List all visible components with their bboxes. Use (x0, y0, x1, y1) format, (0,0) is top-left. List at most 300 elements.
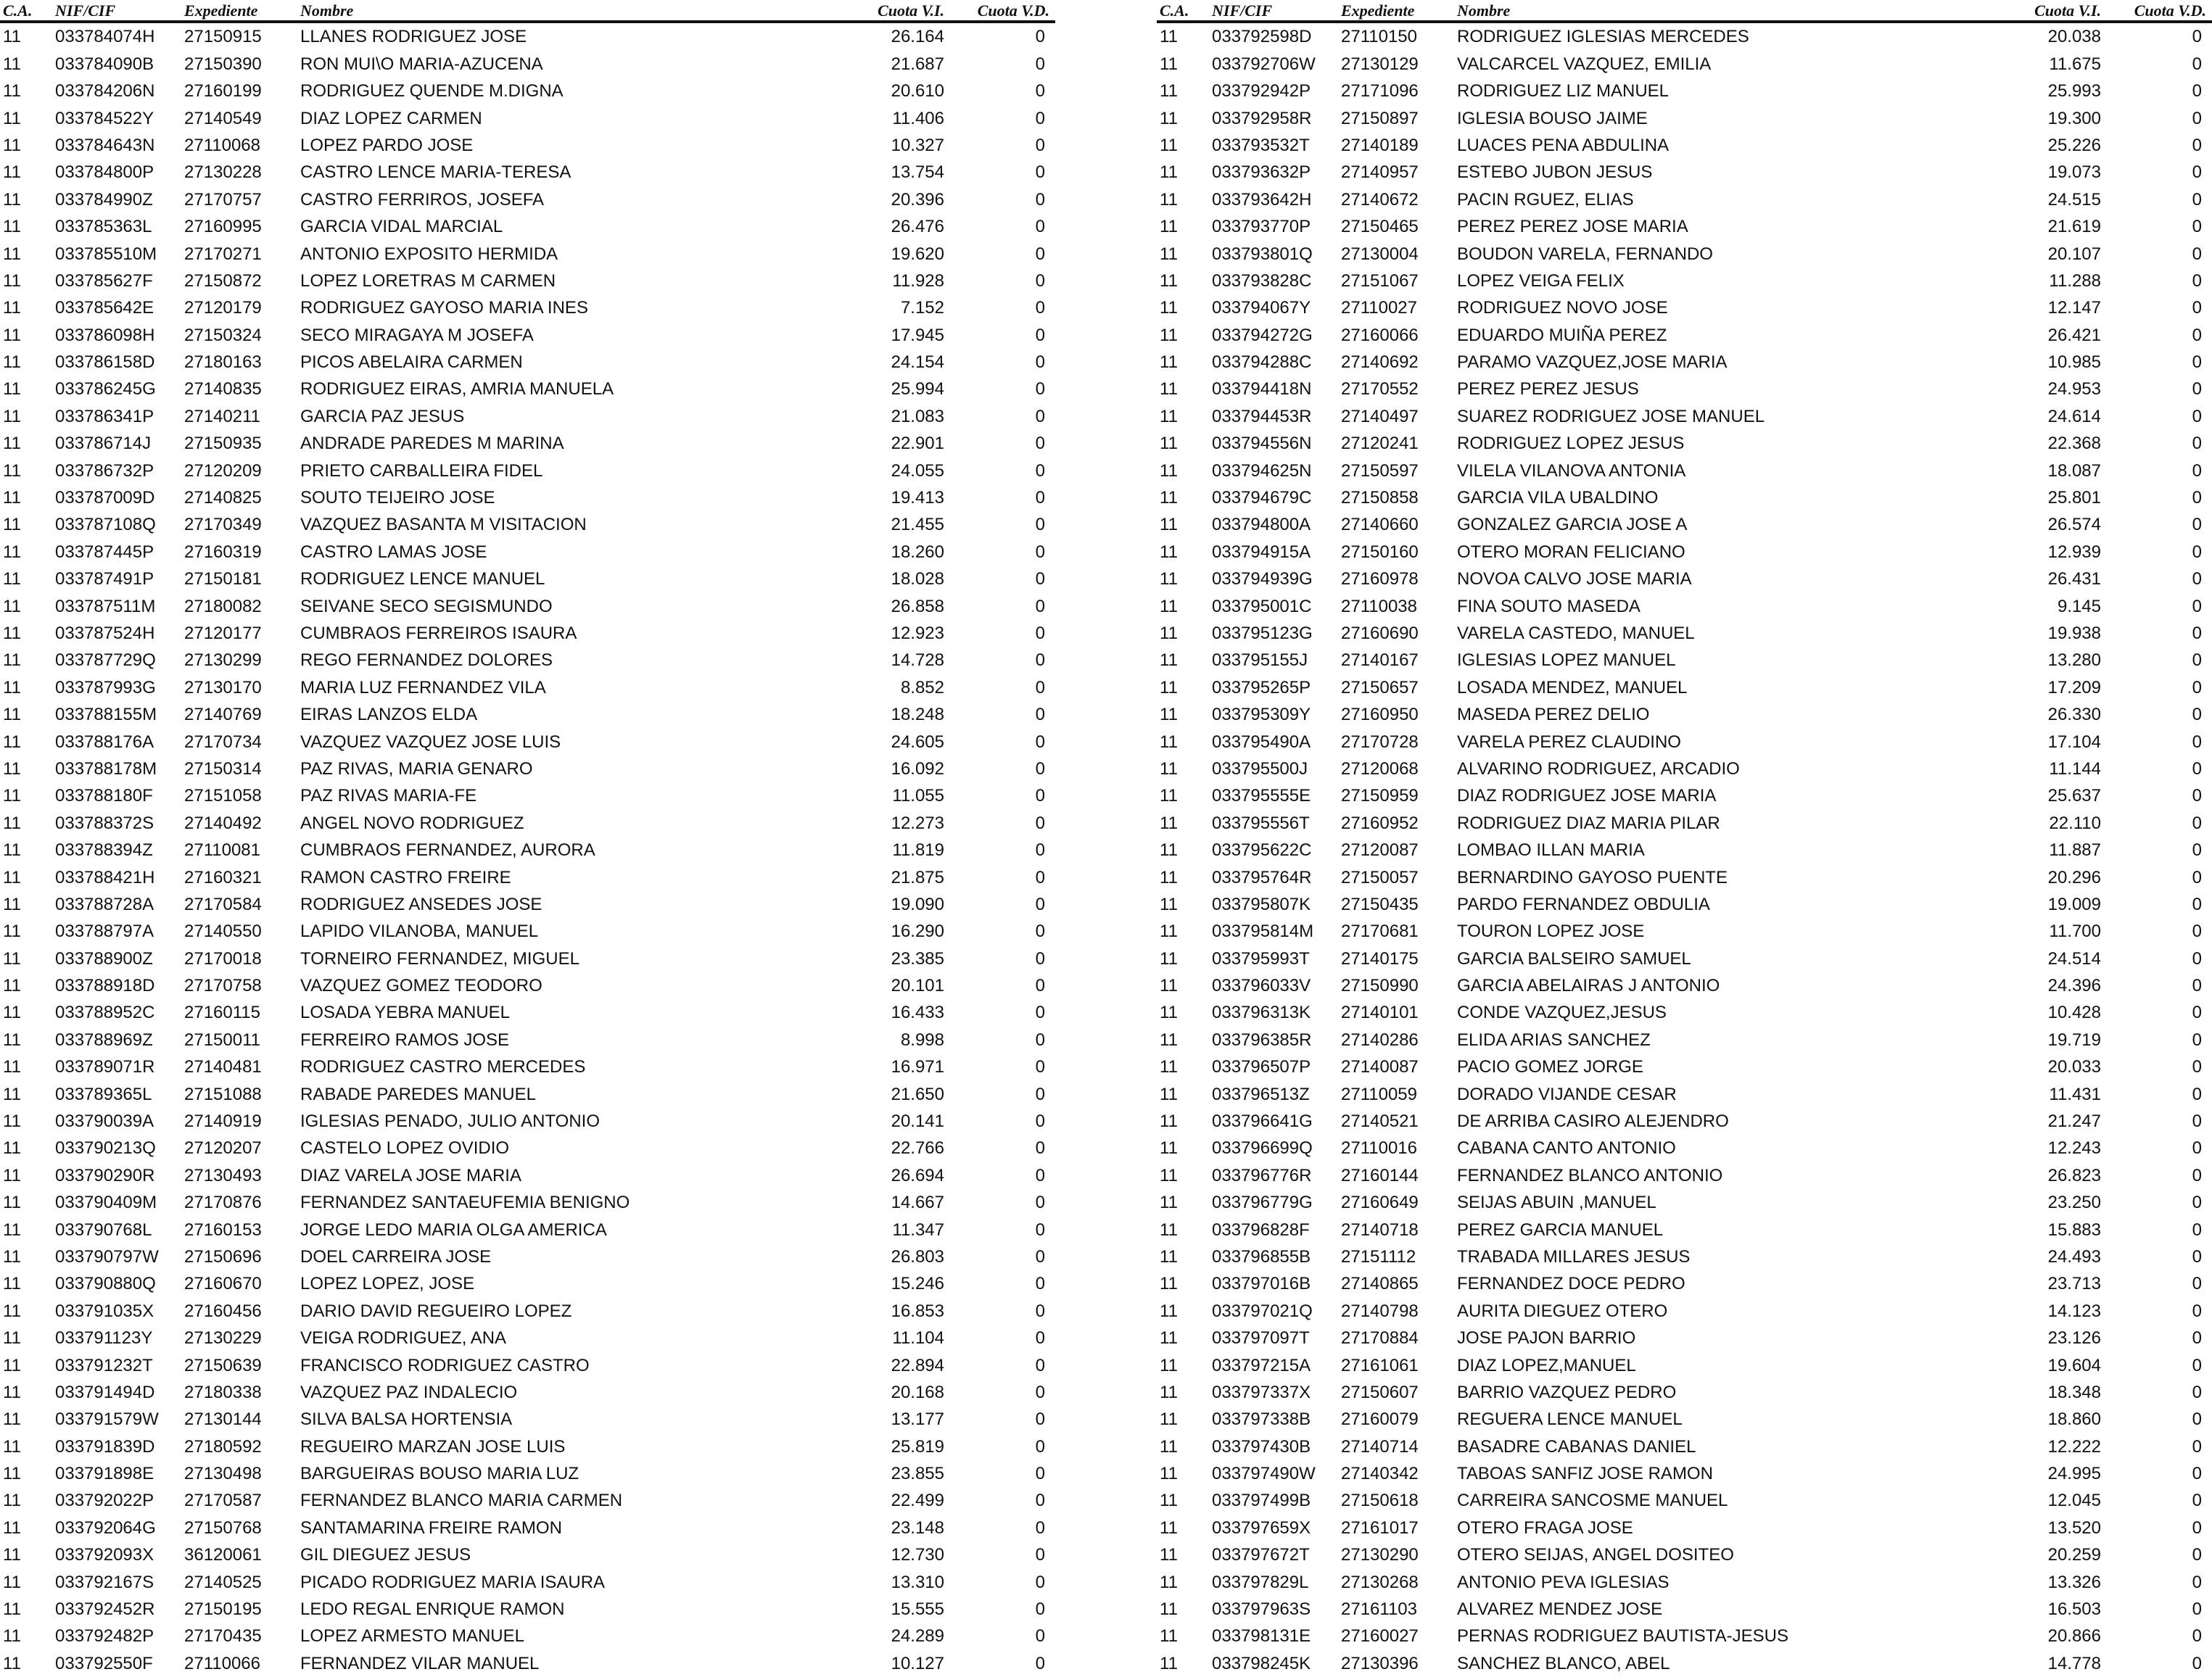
cell-expediente: 27151112 (1341, 1246, 1416, 1267)
cell-nombre: ANTONIO PEVA IGLESIAS (1457, 1572, 1670, 1592)
cell-expediente: 27170757 (184, 189, 262, 210)
cell-nif: 033785627F (55, 270, 153, 291)
cell-ca: 11 (3, 758, 21, 779)
cell-nif: 033790409M (55, 1193, 157, 1213)
cell-nombre: NOVOA CALVO JOSE MARIA (1457, 569, 1692, 589)
table-row (1157, 592, 2212, 619)
cell-cuota-vd: 0 (2192, 162, 2202, 183)
cell-nombre: IGLESIA BOUSO JAIME (1457, 108, 1648, 128)
cell-nombre: DORADO VIJANDE CESAR (1457, 1084, 1677, 1104)
cell-cuota-vi: 21.247 (2047, 1111, 2101, 1132)
cell-expediente: 27140492 (184, 813, 262, 833)
cell-cuota-vd: 0 (1035, 352, 1045, 373)
cell-cuota-vd: 0 (1035, 677, 1045, 697)
cell-nombre: TORNEIRO FERNANDEZ, MIGUEL (300, 948, 579, 969)
cell-nombre: CONDE VAZQUEZ,JESUS (1457, 1003, 1667, 1023)
cell-cuota-vd: 0 (2192, 623, 2202, 643)
cell-cuota-vd: 0 (2192, 976, 2202, 996)
cell-ca: 11 (3, 1220, 21, 1240)
cell-nombre: FERNANDEZ BLANCO ANTONIO (1457, 1165, 1723, 1185)
cell-cuota-vi: 14.778 (2047, 1653, 2101, 1673)
cell-ca: 11 (3, 406, 21, 426)
cell-cuota-vd: 0 (1035, 244, 1045, 264)
cell-ca: 11 (1160, 217, 1178, 237)
table-row (0, 1189, 1055, 1216)
cell-expediente: 27160153 (184, 1220, 262, 1240)
cell-cuota-vd: 0 (2192, 270, 2202, 291)
header-ca: C.A. (1157, 0, 1209, 22)
cell-cuota-vi: 21.619 (2047, 217, 2101, 237)
cell-nombre: CASTRO FERRIROS, JOSEFA (300, 189, 545, 210)
table-row (0, 186, 1055, 212)
cell-cuota-vd: 0 (2192, 1517, 2202, 1538)
table-row (0, 268, 1055, 294)
cell-nombre: DIAZ LOPEZ CARMEN (300, 108, 482, 128)
cell-ca: 11 (1160, 813, 1178, 833)
header-expediente: Expediente (1338, 0, 1454, 22)
cell-cuota-vd: 0 (1035, 705, 1045, 725)
cell-nombre: FERNANDEZ DOCE PEDRO (1457, 1274, 1685, 1294)
cell-expediente: 27140825 (184, 488, 262, 508)
cell-cuota-vd: 0 (2192, 1193, 2202, 1213)
cell-nif: 033792064G (55, 1517, 156, 1538)
table-row (1157, 511, 2212, 538)
cell-ca: 11 (3, 379, 21, 399)
cell-expediente: 27160690 (1341, 623, 1419, 643)
cell-nif: 033793532T (1212, 135, 1310, 155)
cell-nombre: LLANES RODRIGUEZ JOSE (300, 27, 527, 47)
cell-cuota-vi: 18.028 (891, 569, 944, 589)
cell-expediente: 27150639 (184, 1355, 262, 1375)
cell-ca: 11 (1160, 786, 1178, 806)
cell-expediente: 27170758 (184, 976, 262, 996)
cell-expediente: 27140550 (184, 922, 262, 942)
cell-nombre: LAPIDO VILANOBA, MANUEL (300, 922, 539, 942)
cell-nif: 033796033V (1212, 976, 1311, 996)
cell-ca: 11 (3, 27, 21, 47)
cell-ca: 11 (1160, 1572, 1178, 1592)
cell-nombre: FRANCISCO RODRIGUEZ CASTRO (300, 1355, 590, 1375)
cell-expediente: 27110059 (1341, 1084, 1417, 1104)
table-row (0, 1216, 1055, 1243)
cell-ca: 11 (1160, 867, 1178, 887)
cell-nombre: PICOS ABELAIRA CARMEN (300, 352, 523, 373)
cell-expediente: 27160995 (184, 217, 262, 237)
table-row (0, 864, 1055, 890)
cell-cuota-vi: 10.327 (891, 135, 944, 155)
cell-nombre: RABADE PAREDES MANUEL (300, 1084, 536, 1104)
cell-cuota-vd: 0 (2192, 406, 2202, 426)
table-row (0, 430, 1055, 457)
cell-cuota-vi: 25.994 (891, 379, 944, 399)
cell-nif: 033792598D (1212, 27, 1312, 47)
cell-cuota-vd: 0 (2192, 758, 2202, 779)
cell-cuota-vd: 0 (1035, 813, 1045, 833)
cell-nif: 033792942P (1212, 81, 1311, 102)
cell-cuota-vd: 0 (1035, 1057, 1045, 1077)
cell-cuota-vd: 0 (1035, 1165, 1045, 1185)
cell-cuota-vi: 7.152 (900, 298, 944, 318)
cell-cuota-vd: 0 (2192, 1246, 2202, 1267)
cell-expediente: 27180592 (184, 1436, 262, 1457)
cell-expediente: 27160144 (1341, 1165, 1419, 1185)
cell-nif: 033795993T (1212, 948, 1310, 969)
cell-cuota-vd: 0 (1035, 460, 1045, 481)
cell-ca: 11 (3, 542, 21, 562)
cell-nif: 033794939G (1212, 569, 1313, 589)
cell-cuota-vi: 20.033 (2047, 1057, 2101, 1077)
cell-nif: 033788372S (55, 813, 154, 833)
cell-expediente: 27140189 (1341, 135, 1419, 155)
cell-ca: 11 (3, 1382, 21, 1402)
cell-nombre: LOPEZ LOPEZ, JOSE (300, 1274, 475, 1294)
cell-expediente: 27140835 (184, 379, 262, 399)
cell-cuota-vi: 21.687 (891, 54, 944, 74)
table-row (0, 78, 1055, 104)
cell-cuota-vi: 24.953 (2047, 379, 2101, 399)
cell-nombre: LOPEZ VEIGA FELIX (1457, 270, 1625, 291)
cell-nif: 033784990Z (55, 189, 153, 210)
cell-nif: 033796313K (1212, 1003, 1311, 1023)
cell-cuota-vi: 16.433 (891, 1003, 944, 1023)
table-row (1157, 1596, 2212, 1623)
cell-ca: 11 (3, 894, 21, 914)
cell-nif: 033789071R (55, 1057, 155, 1077)
cell-cuota-vd: 0 (1035, 1382, 1045, 1402)
cell-ca: 11 (1160, 325, 1178, 345)
cell-ca: 11 (1160, 948, 1178, 969)
cell-nombre: MASEDA PEREZ DELIO (1457, 705, 1650, 725)
cell-ca: 11 (3, 1409, 21, 1430)
cell-ca: 11 (1160, 1464, 1178, 1484)
cell-nif: 033797829L (1212, 1572, 1309, 1592)
cell-cuota-vd: 0 (1035, 1545, 1045, 1565)
cell-nif: 033797097T (1212, 1328, 1310, 1349)
table-row (1157, 999, 2212, 1026)
cell-expediente: 27170876 (184, 1193, 262, 1213)
cell-cuota-vi: 21.455 (891, 515, 944, 535)
cell-cuota-vi: 24.055 (891, 460, 944, 481)
cell-cuota-vi: 23.385 (891, 948, 944, 969)
cell-nombre: RODRIGUEZ IGLESIAS MERCEDES (1457, 27, 1749, 47)
cell-nombre: CASTRO LENCE MARIA-TERESA (300, 162, 571, 183)
cell-expediente: 27180082 (184, 596, 262, 616)
cell-nif: 033789365L (55, 1084, 152, 1104)
cell-cuota-vi: 16.503 (2047, 1599, 2101, 1620)
cell-cuota-vd: 0 (1035, 1138, 1045, 1159)
table-row (1157, 566, 2212, 592)
cell-expediente: 27170584 (184, 894, 262, 914)
cell-nif: 033792452R (55, 1599, 155, 1620)
cell-cuota-vi: 20.101 (891, 976, 944, 996)
cell-ca: 11 (1160, 135, 1178, 155)
cell-nif: 033791839D (55, 1436, 155, 1457)
cell-nombre: JOSE PAJON BARRIO (1457, 1328, 1636, 1349)
cell-cuota-vi: 21.083 (891, 406, 944, 426)
table-header-row (0, 0, 1055, 22)
cell-cuota-vd: 0 (1035, 894, 1045, 914)
cell-cuota-vd: 0 (2192, 81, 2202, 102)
cell-cuota-vi: 11.700 (2049, 922, 2101, 942)
cell-cuota-vi: 26.431 (2047, 569, 2101, 589)
cell-expediente: 27130144 (184, 1409, 262, 1430)
cell-nif: 033795500J (1212, 758, 1308, 779)
table-row (0, 674, 1055, 700)
cell-nombre: TRABADA MILLARES JESUS (1457, 1246, 1691, 1267)
header-ca: C.A. (0, 0, 52, 22)
cell-expediente: 27180338 (184, 1382, 262, 1402)
cell-cuota-vd: 0 (1035, 135, 1045, 155)
cell-expediente: 27130129 (1341, 54, 1419, 74)
table-row (0, 701, 1055, 728)
cell-cuota-vi: 24.289 (891, 1626, 944, 1647)
table-row (0, 240, 1055, 267)
cell-ca: 11 (1160, 1517, 1178, 1538)
cell-nif: 033794679C (1212, 488, 1312, 508)
cell-expediente: 27110150 (1341, 27, 1417, 47)
cell-ca: 11 (3, 1301, 21, 1321)
cell-cuota-vd: 0 (1035, 1491, 1045, 1511)
cell-nif: 033793632P (1212, 162, 1311, 183)
cell-cuota-vd: 0 (1035, 976, 1045, 996)
table-row (1157, 1487, 2212, 1514)
cell-ca: 11 (1160, 406, 1178, 426)
header-nif: NIF/CIF (52, 0, 181, 22)
cell-nombre: GIL DIEGUEZ JESUS (300, 1545, 471, 1565)
cell-ca: 11 (1160, 650, 1178, 671)
table-row (1157, 1216, 2212, 1243)
cell-ca: 11 (1160, 1030, 1178, 1050)
cell-cuota-vd: 0 (1035, 1355, 1045, 1375)
cell-cuota-vd: 0 (1035, 162, 1045, 183)
cell-nif: 033792550F (55, 1653, 153, 1673)
cell-nif: 033792167S (55, 1572, 154, 1592)
table-row (0, 1379, 1055, 1406)
cell-ca: 11 (3, 162, 21, 183)
table-row (1157, 620, 2212, 647)
cell-nombre: VAZQUEZ PAZ INDALECIO (300, 1382, 518, 1402)
cell-cuota-vd: 0 (2192, 1274, 2202, 1294)
table-row (0, 1108, 1055, 1135)
table-row (0, 1162, 1055, 1188)
cell-expediente: 27140342 (1341, 1464, 1419, 1484)
cell-cuota-vi: 25.993 (2047, 81, 2101, 102)
cell-nombre: VAZQUEZ VAZQUEZ JOSE LUIS (300, 732, 561, 752)
cell-expediente: 27130268 (1341, 1572, 1419, 1592)
table-row (1157, 1108, 2212, 1135)
cell-expediente: 27170728 (1341, 732, 1419, 752)
cell-cuota-vi: 16.971 (891, 1057, 944, 1077)
cell-nombre: SANCHEZ BLANCO, ABEL (1457, 1653, 1670, 1673)
cell-expediente: 27130396 (1341, 1653, 1419, 1673)
cell-cuota-vi: 19.413 (891, 488, 944, 508)
cell-expediente: 27170349 (184, 515, 262, 535)
cell-cuota-vd: 0 (2192, 1626, 2202, 1647)
cell-expediente: 27170435 (184, 1626, 262, 1647)
cell-cuota-vd: 0 (1035, 542, 1045, 562)
table-row (0, 349, 1055, 376)
cell-cuota-vd: 0 (1035, 596, 1045, 616)
cell-expediente: 27150314 (184, 758, 262, 779)
cell-cuota-vd: 0 (1035, 270, 1045, 291)
left-record-table (0, 0, 1055, 1677)
cell-expediente: 27160978 (1341, 569, 1419, 589)
header-nombre: Nombre (297, 0, 820, 22)
cell-nombre: PARDO FERNANDEZ OBDULIA (1457, 894, 1710, 914)
table-row (1157, 1325, 2212, 1351)
cell-nif: 033795764R (1212, 867, 1312, 887)
cell-nombre: IGLESIAS LOPEZ MANUEL (1457, 650, 1676, 671)
cell-cuota-vi: 24.995 (2047, 1464, 2101, 1484)
table-row (1157, 755, 2212, 782)
cell-cuota-vi: 22.766 (891, 1138, 944, 1159)
cell-ca: 11 (1160, 1301, 1178, 1321)
table-row (1157, 1135, 2212, 1162)
cell-nombre: LOPEZ LORETRAS M CARMEN (300, 270, 556, 291)
cell-cuota-vd: 0 (2192, 1301, 2202, 1321)
cell-nif: 033796699Q (1212, 1138, 1313, 1159)
cell-cuota-vd: 0 (2192, 1409, 2202, 1430)
cell-cuota-vi: 11.055 (892, 786, 944, 806)
table-row (1157, 50, 2212, 77)
cell-nif: 033786245G (55, 379, 156, 399)
cell-cuota-vd: 0 (2192, 813, 2202, 833)
cell-nif: 033792706W (1212, 54, 1316, 74)
cell-expediente: 27150915 (184, 27, 262, 47)
cell-ca: 11 (1160, 976, 1178, 996)
cell-expediente: 27150872 (184, 270, 262, 291)
table-row (0, 918, 1055, 945)
cell-ca: 11 (3, 189, 21, 210)
cell-nombre: DARIO DAVID REGUEIRO LOPEZ (300, 1301, 572, 1321)
cell-nombre: RAMON CASTRO FREIRE (300, 867, 511, 887)
cell-cuota-vi: 11.928 (892, 270, 944, 291)
cell-cuota-vi: 15.555 (891, 1599, 944, 1620)
cell-nif: 033787108Q (55, 515, 156, 535)
table-row (0, 294, 1055, 321)
cell-ca: 11 (3, 352, 21, 373)
cell-nif: 033795556T (1212, 813, 1310, 833)
cell-cuota-vi: 10.127 (891, 1653, 944, 1673)
cell-nombre: AURITA DIEGUEZ OTERO (1457, 1301, 1668, 1321)
cell-cuota-vi: 20.107 (2047, 244, 2101, 264)
cell-nif: 033790290R (55, 1165, 155, 1185)
cell-nif: 033784074H (55, 27, 155, 47)
cell-nif: 033798245K (1212, 1653, 1311, 1673)
cell-cuota-vd: 0 (1035, 1517, 1045, 1538)
cell-nif: 033792482P (55, 1626, 154, 1647)
cell-cuota-vi: 20.396 (891, 189, 944, 210)
cell-expediente: 27140521 (1341, 1111, 1419, 1132)
cell-cuota-vi: 26.694 (891, 1165, 944, 1185)
cell-nif: 033784090B (55, 54, 154, 74)
cell-nombre: FERREIRO RAMOS JOSE (300, 1030, 510, 1050)
cell-nif: 033791898E (55, 1464, 154, 1484)
cell-expediente: 27110038 (1341, 596, 1417, 616)
cell-ca: 11 (3, 1138, 21, 1159)
cell-expediente: 27120087 (1341, 840, 1419, 861)
cell-nif: 033792958R (1212, 108, 1312, 128)
table-row (1157, 674, 2212, 700)
cell-expediente: 27160456 (184, 1301, 262, 1321)
cell-expediente: 27130493 (184, 1165, 262, 1185)
cell-expediente: 27161103 (1341, 1599, 1417, 1620)
cell-ca: 11 (3, 1274, 21, 1294)
cell-ca: 11 (1160, 1246, 1178, 1267)
cell-expediente: 27170681 (1341, 922, 1419, 942)
cell-nombre: SECO MIRAGAYA M JOSEFA (300, 325, 534, 345)
cell-ca: 11 (1160, 1545, 1178, 1565)
table-row (0, 1053, 1055, 1080)
cell-nif: 033793801Q (1212, 244, 1313, 264)
cell-nif: 033795490A (1212, 732, 1311, 752)
table-row (0, 1649, 1055, 1676)
cell-expediente: 27140798 (1341, 1301, 1419, 1321)
cell-nif: 033792093X (55, 1545, 154, 1565)
cell-cuota-vi: 20.038 (2047, 27, 2101, 47)
cell-cuota-vd: 0 (2192, 867, 2202, 887)
cell-cuota-vi: 26.164 (891, 27, 944, 47)
cell-cuota-vi: 26.823 (2047, 1165, 2101, 1185)
cell-cuota-vi: 24.605 (891, 732, 944, 752)
cell-ca: 11 (1160, 922, 1178, 942)
cell-ca: 11 (3, 81, 21, 102)
cell-nif: 033787729Q (55, 650, 156, 671)
table-row (1157, 1162, 2212, 1188)
table-row (0, 1623, 1055, 1649)
cell-cuota-vd: 0 (1035, 379, 1045, 399)
cell-expediente: 27150011 (184, 1030, 260, 1050)
cell-cuota-vi: 12.939 (2047, 542, 2101, 562)
cell-nombre: PACIO GOMEZ JORGE (1457, 1057, 1643, 1077)
table-row (1157, 809, 2212, 836)
cell-nif: 033795265P (1212, 677, 1311, 697)
cell-nombre: EIRAS LANZOS ELDA (300, 705, 478, 725)
cell-expediente: 27150768 (184, 1517, 262, 1538)
cell-cuota-vd: 0 (2192, 840, 2202, 861)
cell-cuota-vi: 12.222 (2047, 1436, 2101, 1457)
cell-cuota-vi: 11.887 (2049, 840, 2101, 861)
cell-cuota-vi: 25.819 (891, 1436, 944, 1457)
cell-ca: 11 (3, 54, 21, 74)
cell-expediente: 27170884 (1341, 1328, 1419, 1349)
cell-expediente: 27140286 (1341, 1030, 1419, 1050)
cell-expediente: 27150465 (1341, 217, 1419, 237)
cell-ca: 11 (3, 569, 21, 589)
cell-nif: 033798131E (1212, 1626, 1311, 1647)
cell-cuota-vi: 18.260 (891, 542, 944, 562)
cell-cuota-vi: 24.515 (2047, 189, 2101, 210)
cell-nombre: GARCIA BALSEIRO SAMUEL (1457, 948, 1691, 969)
table-row (1157, 701, 2212, 728)
cell-nif: 033793642H (1212, 189, 1312, 210)
cell-expediente: 27160199 (184, 81, 262, 102)
cell-nif: 033793828C (1212, 270, 1312, 291)
cell-ca: 11 (3, 1003, 21, 1023)
cell-ca: 11 (1160, 542, 1178, 562)
cell-cuota-vi: 20.296 (2047, 867, 2101, 887)
cell-nombre: FINA SOUTO MASEDA (1457, 596, 1641, 616)
cell-nombre: RODRIGUEZ DIAZ MARIA PILAR (1457, 813, 1720, 833)
header-cuota-vi: Cuota V.I. (820, 0, 950, 22)
cell-ca: 11 (3, 1246, 21, 1267)
cell-cuota-vi: 22.110 (2049, 813, 2101, 833)
table-row (1157, 1297, 2212, 1324)
cell-nombre: BARRIO VAZQUEZ PEDRO (1457, 1382, 1677, 1402)
cell-nif: 033796641G (1212, 1111, 1313, 1132)
cell-expediente: 27150607 (1341, 1382, 1419, 1402)
cell-nombre: PERNAS RODRIGUEZ BAUTISTA-JESUS (1457, 1626, 1788, 1647)
